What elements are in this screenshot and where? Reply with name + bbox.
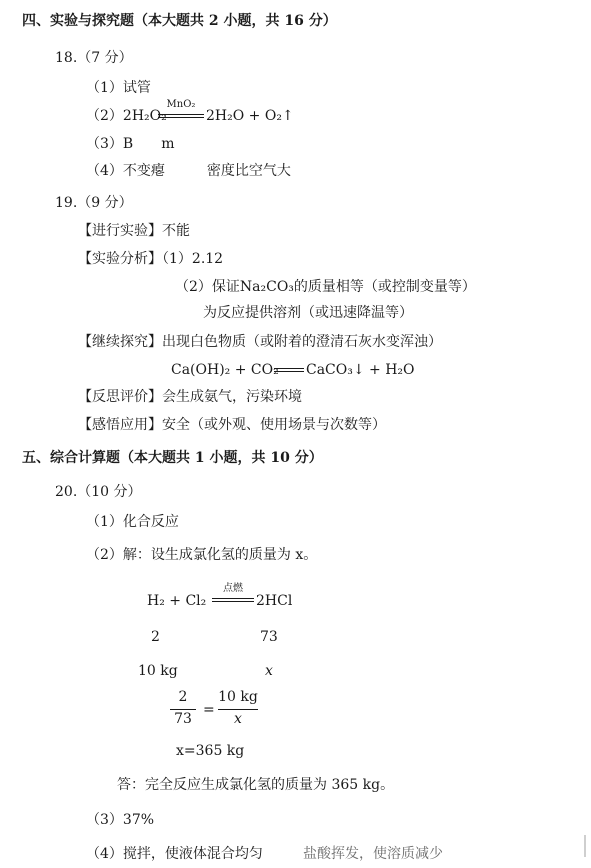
section-heading-4: 四、实验与探究题（本大题共 2 小题，共 16 分） — [22, 13, 337, 29]
q20-value-x: x — [265, 663, 273, 679]
q19-continue: 【继续探究】出现白色物质（或附着的澄清石灰水变浑浊） — [78, 334, 442, 350]
q19-application: 【感悟应用】安全（或外观、使用场景与次数等） — [78, 417, 386, 433]
q20-value-h2: 10 kg — [138, 663, 178, 679]
q18-answer-1: （1）试管 — [86, 80, 151, 96]
q20-equals: = — [203, 702, 215, 718]
q20-mass-h2: 2 — [151, 629, 160, 645]
q20-eq-products: 2HCl — [256, 593, 293, 609]
q19-experiment: 【进行实验】不能 — [78, 223, 190, 239]
q20-eq-condition: 点燃 — [223, 583, 243, 594]
q19-eq-reactants: Ca(OH)₂ + CO₂ — [171, 362, 279, 378]
q20-answer-statement: 答：完全反应生成氯化氢的质量为 365 kg。 — [117, 777, 395, 793]
q20-frac-left-num: 2 — [178, 689, 188, 705]
q19-analysis-2b: 为反应提供溶剂（或迅速降温等） — [203, 305, 413, 321]
q20-frac-right-den: x — [234, 711, 242, 727]
q19-eq-double-line — [274, 368, 304, 372]
q19-analysis-1: 【实验分析】（1）2.12 — [78, 251, 224, 267]
q19-reflection: 【反思评价】会生成氨气，污染环境 — [78, 389, 302, 405]
q20-answer-1: （1）化合反应 — [86, 514, 179, 530]
q19-eq-products: CaCO₃↓ + H₂O — [306, 362, 415, 378]
q20-mass-hcl: 73 — [260, 629, 278, 645]
q19-analysis-2a: （2）保证Na₂CO₃的质量相等（或控制变量等） — [175, 279, 476, 295]
q20-label: 20.（10 分） — [55, 484, 142, 500]
q18-eq-products: 2H₂O + O₂↑ — [206, 108, 294, 124]
q20-frac-right-bar — [218, 709, 258, 710]
q20-eq-reactants: H₂ + Cl₂ — [147, 593, 207, 609]
q18-eq-reactants: （2）2H₂O₂ — [86, 108, 167, 124]
q20-answer-2: （2）解：设生成氯化氢的质量为 x。 — [86, 547, 318, 563]
q20-answer-3: （3）37% — [86, 812, 155, 828]
q20-answer-4a: （4）搅拌，使液体混合均匀 — [86, 846, 263, 862]
q20-answer-4b: 盐酸挥发，使溶质减少 — [303, 846, 443, 862]
q20-frac-right-num: 10 kg — [218, 689, 258, 705]
q18-answer-4: （4）不变瘪 密度比空气大 — [86, 163, 291, 179]
q18-answer-3: （3）B m — [86, 136, 175, 152]
q18-label: 18.（7 分） — [55, 50, 133, 66]
q18-eq-catalyst: MnO₂ — [166, 99, 196, 110]
q20-frac-left-den: 73 — [174, 711, 192, 727]
q20-frac-left-bar — [170, 709, 196, 710]
q19-label: 19.（9 分） — [55, 195, 133, 211]
section-heading-5: 五、综合计算题（本大题共 1 小题，共 10 分） — [22, 450, 323, 466]
edge-mark — [584, 835, 586, 857]
q18-eq-double-line — [158, 114, 204, 118]
q20-result: x=365 kg — [176, 743, 245, 759]
q20-eq-double-line — [212, 598, 254, 602]
